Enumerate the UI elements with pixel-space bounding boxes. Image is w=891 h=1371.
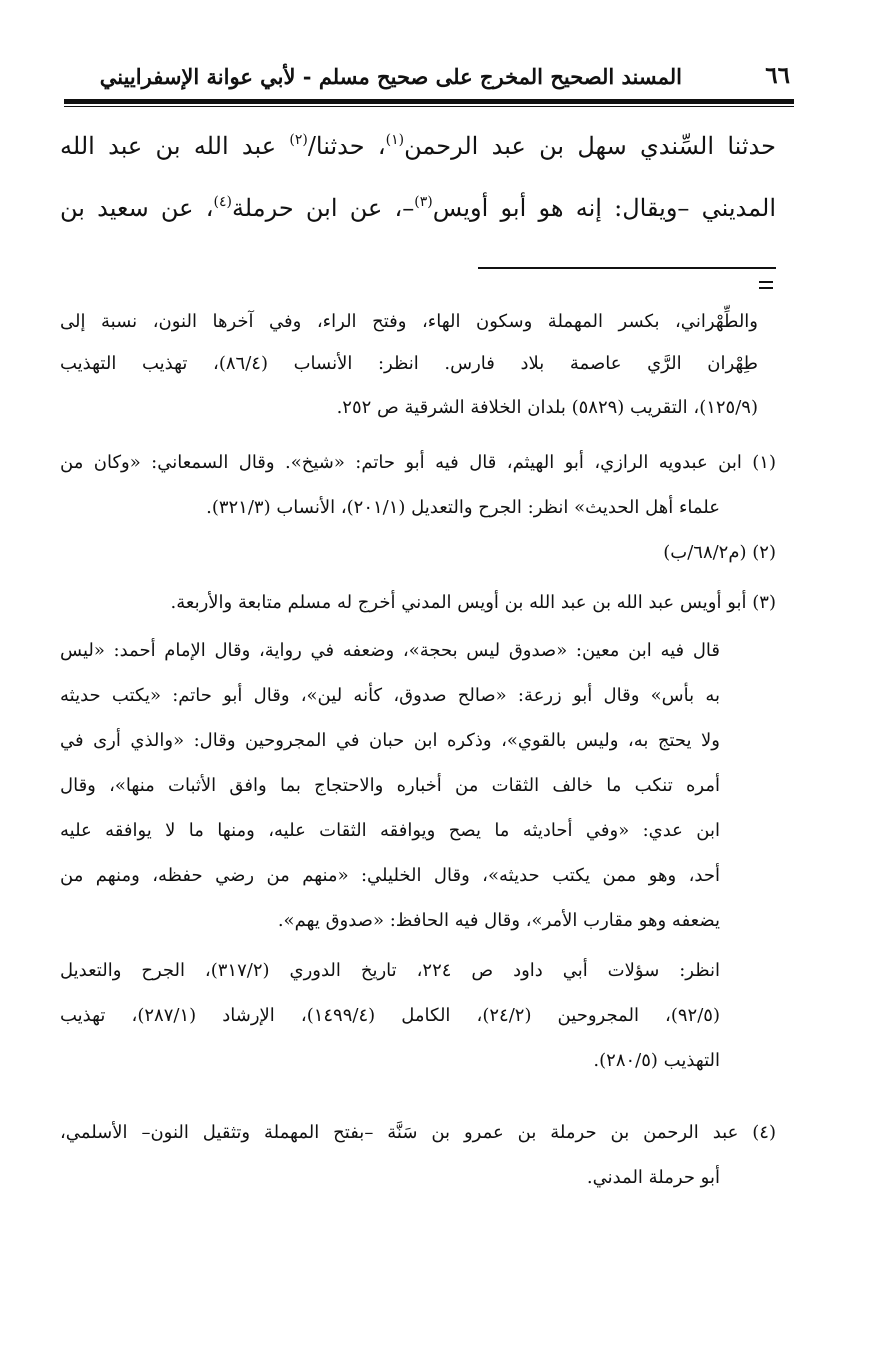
footnote-4-line	[60, 1120, 776, 1146]
footnote-3-line	[60, 590, 776, 616]
text-segment: حدثنا السِّندي سهل بن عبد الرحمن	[404, 132, 776, 160]
main-text-line-1	[60, 125, 776, 161]
footnote-ref-2[interactable]: (٢)	[289, 132, 308, 148]
footnote-continuation-line: والطِّهْراني، بكسر المهملة وسكون الهاء، وفتح الراء، وفي آخرها النون، نسبة إلى	[60, 311, 758, 332]
footnote-number: (١)	[752, 452, 776, 473]
footnote-separator	[478, 267, 776, 269]
footnote-ref-3[interactable]: (٣)	[414, 194, 433, 210]
text-segment: –، عن ابن حرملة	[231, 194, 415, 222]
footnote-1-line: علماء أهل الحديث» انظر: الجرح والتعديل (٢٠١/١)، الأنساب (٣٢١/٣).	[206, 497, 720, 518]
footnote-3-line: أمره تنكب ما خالف الثقات من أخباره والاحتجاج بما وافق الأثبات منها»، وقال	[60, 775, 720, 796]
running-title: المسند الصحيح المخرج على صحيح مسلم - لأبي عوانة الإسفراييني	[99, 64, 682, 89]
footnote-3-line: ابن عدي: «وفي أحاديثه ما يصح ويوافقه الثقات عليه، ومنها ما لا يوافقه عليه	[60, 820, 720, 841]
footnote-text: ابن عبدويه الرازي، أبو الهيثم، قال فيه أبو حاتم: «شيخ». وقال السمعاني: «وكان من	[60, 452, 742, 473]
footnote-1-line	[60, 450, 776, 476]
footnote-continuation-line: طِهْران الرَّي عاصمة بلاد فارس. انظر: الأنساب (٨٦/٤)، تهذيب التهذيب	[60, 353, 758, 374]
text-segment: ، عن سعيد بن	[60, 194, 214, 222]
footnote-3-line: ولا يحتج به، وليس بالقوي»، وذكره ابن حبان في المجروحين وقال: «والذي أرى في	[60, 730, 720, 751]
footnote-3-line: انظر: سؤلات أبي داود ص ٢٢٤، تاريخ الدوري (٣١٧/٢)، الجرح والتعديل	[60, 960, 720, 981]
page-header	[66, 60, 792, 100]
footnote-number: (٤)	[752, 1122, 776, 1143]
footnote-3-line: به بأس» وقال أبو زرعة: «صالح صدوق، كأنه لين»، وقال أبو حاتم: «يكتب حديثه	[60, 685, 720, 706]
continuation-mark	[759, 281, 773, 293]
footnote-text: (م٦٨/٢/ب)	[663, 542, 747, 563]
page-number: ٦٦	[765, 62, 790, 89]
footnote-text: عبد الرحمن بن حرملة بن عمرو بن سَنَّة –بفتح المهملة وتثقيل النون– الأسلمي،	[60, 1122, 739, 1143]
header-rule-thin	[64, 106, 794, 107]
main-text-line-2	[60, 187, 776, 223]
text-segment: ، حدثنا/	[307, 132, 386, 160]
footnote-number: (٢)	[752, 542, 776, 563]
footnote-3-line: يضعفه وهو مقارب الأمر»، وقال فيه الحافظ: «صدوق يهم».	[277, 910, 720, 931]
footnote-text: أبو أويس عبد الله بن عبد الله بن أويس المدني أخرج له مسلم متابعة والأربعة.	[170, 592, 747, 613]
footnote-continuation-line: (١٢٥/٩)، التقريب (٥٨٢٩) بلدان الخلافة الشرقية ص ٢٥٢.	[336, 397, 758, 418]
footnote-3-line: (٩٢/٥)، المجروحين (٢٤/٢)، الكامل (١٤٩٩/٤)، الإرشاد (٢٨٧/١)، تهذيب	[60, 1005, 720, 1026]
footnote-ref-1[interactable]: (١)	[385, 132, 405, 148]
footnote-number: (٣)	[752, 592, 776, 613]
footnote-4-line: أبو حرملة المدني.	[586, 1167, 720, 1188]
text-segment: عبد الله بن عبد الله	[60, 132, 290, 160]
footnote-3-line: أحد، وهو ممن يكتب حديثه»، وقال الخليلي: «منهم من رضي حفظه، ومنهم من	[60, 865, 720, 886]
footnote-ref-4[interactable]: (٤)	[213, 194, 232, 210]
header-rule	[64, 99, 794, 104]
footnote-3-line: التهذيب (٢٨٠/٥).	[593, 1050, 720, 1071]
text-segment: المديني –ويقال: إنه هو أبو أويس	[432, 194, 776, 222]
footnote-3-line: قال فيه ابن معين: «صدوق ليس بحجة»، وضعفه في رواية، وقال الإمام أحمد: «ليس	[60, 640, 720, 661]
footnote-2-line	[60, 540, 776, 566]
